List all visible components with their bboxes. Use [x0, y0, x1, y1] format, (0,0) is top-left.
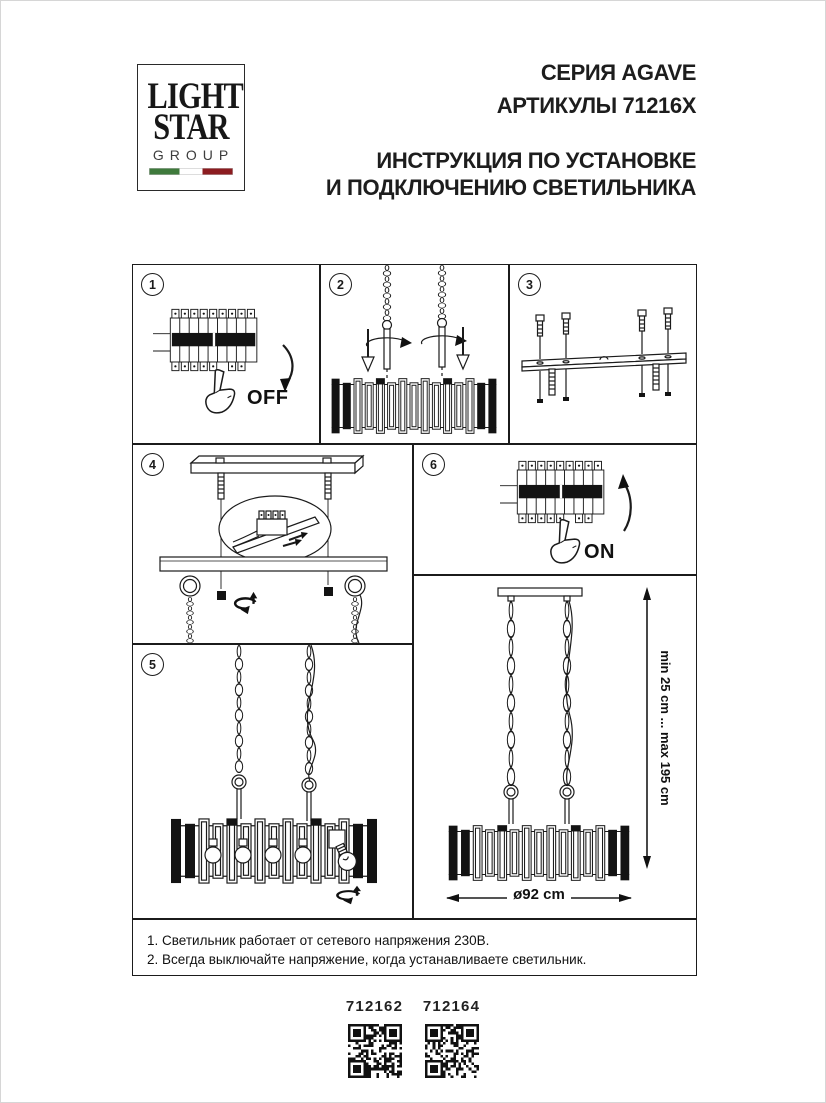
turn-on-arrow-icon: [624, 483, 631, 531]
logo-word-star: STAR: [153, 107, 229, 148]
document-header: [326, 61, 696, 201]
note-line-1: 1. Светильник работает от сетевого напряжения 230В.: [147, 933, 490, 948]
doc-title-line2: И ПОДКЛЮЧЕНИЮ СВЕТИЛЬНИКА: [325, 175, 696, 200]
hand-pointer-icon: [206, 370, 235, 413]
product-code-column: [424, 998, 480, 1078]
logo-word-group: GROUP: [152, 147, 235, 163]
step-number-badge: 6: [422, 453, 445, 476]
qr-code: [348, 1024, 402, 1078]
doc-title-line1: ИНСТРУКЦИЯ ПО УСТАНОВКЕ: [376, 148, 696, 173]
step-number-badge: 5: [141, 653, 164, 676]
on-label: ON: [584, 541, 615, 563]
hand-pointer-icon: [551, 520, 580, 563]
qr-code: [425, 1024, 479, 1078]
step-panel-5: [132, 644, 413, 919]
step-panel-4: [132, 444, 413, 644]
article-numbers: АРТИКУЛЫ 71216X: [496, 93, 696, 118]
chain-icon: [305, 646, 312, 775]
wall-anchor-icon: [638, 310, 646, 354]
series-title: СЕРИЯ AGAVE: [540, 60, 696, 85]
down-arrow-icon: [362, 357, 374, 371]
step-panel-1: [132, 264, 320, 444]
dimensions-panel: [413, 575, 697, 919]
instruction-grid: [132, 264, 697, 976]
step-panel-6: [413, 444, 697, 575]
rotation-arrow-icon: [235, 592, 257, 614]
italian-flag-stripe: [149, 168, 233, 175]
chain-icon: [235, 646, 242, 773]
step-number-badge: 4: [141, 453, 164, 476]
down-arrow-icon: [457, 355, 469, 369]
chain-icon: [383, 265, 390, 321]
nut-icon: [324, 587, 333, 596]
wall-anchor-icon: [664, 308, 672, 353]
product-codes: [1, 998, 825, 1078]
bulb-installation-diagram: [133, 645, 412, 918]
note-line-2: 2. Всегда выключайте напряжение, когда устанавливаете светильник.: [147, 952, 587, 967]
canopy-bar: [160, 557, 387, 571]
wall-anchor-icon: [536, 315, 544, 359]
fixture-body-drawing: [332, 379, 497, 434]
diameter-label: ø92 cm: [513, 886, 565, 903]
step-number-badge: 2: [329, 273, 352, 296]
lightstar-logo: [137, 64, 245, 191]
step-number-badge: 1: [141, 273, 164, 296]
rotation-arrow-icon: [337, 886, 361, 904]
step-number-badge: 3: [518, 273, 541, 296]
terminal-block-icon: [257, 519, 287, 535]
step-panel-3: [509, 264, 697, 444]
step-panel-2: [320, 264, 509, 444]
safety-notes-panel: [132, 919, 697, 976]
canopy-wiring-diagram: [133, 445, 412, 643]
logo-word-light: LIGHT: [147, 76, 243, 117]
wall-anchor-icon: [562, 313, 570, 358]
product-code-label: 712162: [345, 998, 404, 1015]
chain-icon: [507, 602, 514, 785]
off-label: OFF: [247, 387, 289, 409]
turn-off-arrow-icon: [283, 345, 292, 384]
nut-icon: [217, 591, 226, 600]
height-range-label: min 25 cm ... max 195 cm: [658, 650, 673, 806]
fixture-body-drawing: [449, 826, 629, 881]
product-code-label: 712164: [422, 998, 481, 1015]
chain-icon: [187, 597, 194, 643]
breaker-on-diagram: [414, 445, 696, 574]
threaded-stud-icon: [218, 473, 331, 499]
ceiling-plate: [498, 588, 582, 596]
product-code-column: [347, 998, 403, 1078]
chain-icon: [438, 265, 445, 319]
dimension-diagram: [414, 576, 696, 918]
